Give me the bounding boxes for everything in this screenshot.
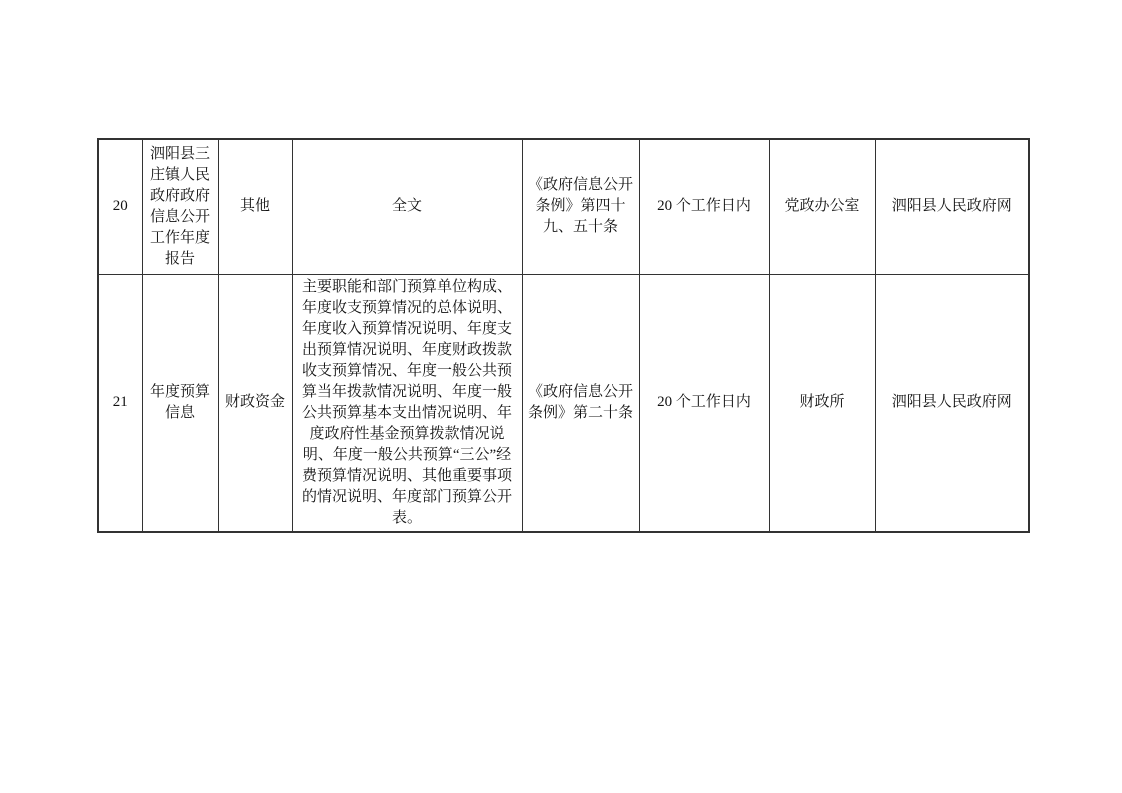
table-row — [98, 274, 1029, 532]
info-type-cell: 财政资金 — [218, 274, 292, 532]
department-cell: 党政办公室 — [769, 139, 875, 274]
content-cell: 主要职能和部门预算单位构成、年度收支预算情况的总体说明、年度收入预算情况说明、年度支出预算情况说明、年度财政拨款收支预算情况、年度一般公共预算当年拨款情况说明、年度一般公共预算基本支出情况说明、年度政府性基金预算拨款情况说明、年度一般公共预算“三公”经费预算情况说明、其他重要事项的情况说明、年度部门预算公开表。 — [292, 274, 522, 532]
info-name-cell: 年度预算信息 — [142, 274, 218, 532]
index-cell: 20 — [98, 139, 142, 274]
content-cell: 全文 — [292, 139, 522, 274]
channel-cell: 泗阳县人民政府网 — [875, 274, 1029, 532]
department-cell: 财政所 — [769, 274, 875, 532]
index-cell: 21 — [98, 274, 142, 532]
basis-cell: 《政府信息公开条例》第四十九、五十条 — [522, 139, 639, 274]
info-name-cell: 泗阳县三庄镇人民政府政府信息公开工作年度报告 — [142, 139, 218, 274]
info-type-cell: 其他 — [218, 139, 292, 274]
basis-cell: 《政府信息公开条例》第二十条 — [522, 274, 639, 532]
deadline-cell: 20 个工作日内 — [639, 139, 769, 274]
deadline-cell: 20 个工作日内 — [639, 274, 769, 532]
channel-cell: 泗阳县人民政府网 — [875, 139, 1029, 274]
table-row — [98, 139, 1029, 274]
public-info-catalog-table — [97, 138, 1030, 533]
